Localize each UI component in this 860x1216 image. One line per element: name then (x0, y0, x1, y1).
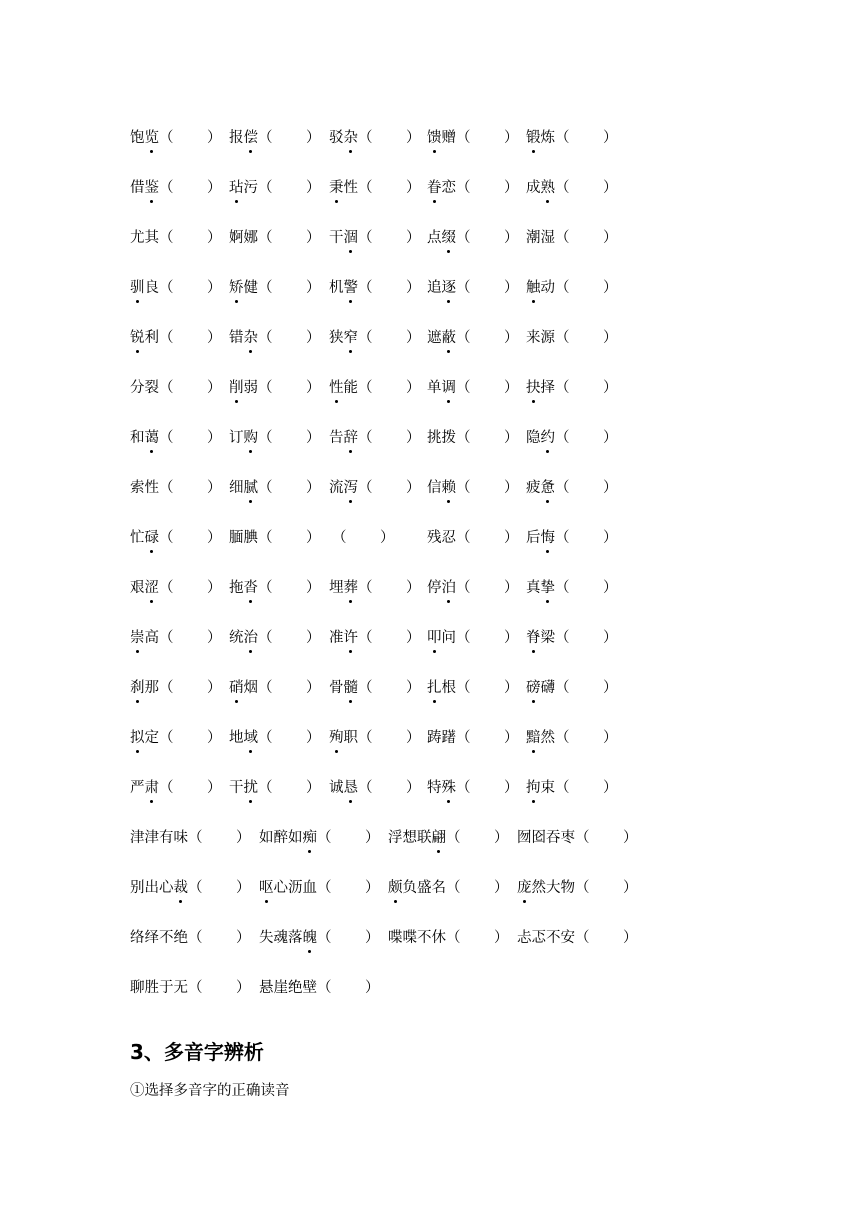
answer-blank[interactable]: （ ） (159, 180, 223, 196)
term-word: 眷恋 (427, 180, 456, 196)
term-item (329, 179, 422, 197)
term-item (329, 779, 422, 797)
term-word: 遮蔽 (427, 330, 456, 346)
term-word: 特殊 (427, 780, 456, 796)
term-item (329, 279, 422, 297)
term-word: 玷污 (229, 180, 258, 196)
answer-blank[interactable]: （ ） (555, 380, 619, 396)
term-word: 挑拨 (427, 430, 456, 446)
term-item (526, 479, 619, 497)
term-item (130, 179, 223, 197)
term-item (329, 729, 422, 747)
answer-blank[interactable]: （ ） (159, 730, 223, 746)
answer-blank[interactable]: （ ） (358, 380, 422, 396)
answer-blank[interactable]: （ ） (555, 580, 619, 596)
term-word: 隐约 (526, 430, 555, 446)
answer-blank[interactable]: （ ） (258, 530, 322, 546)
answer-blank[interactable]: （ ） (456, 780, 520, 796)
term-word: 流泻 (329, 480, 358, 496)
term-item (229, 579, 322, 597)
term-word: 腼腆 (229, 530, 258, 546)
term-word: 如醉如痴 (259, 830, 317, 846)
idiom-item (517, 879, 639, 897)
answer-blank[interactable]: （ ） (332, 530, 396, 546)
term-word: 错杂 (229, 330, 258, 346)
term-word: 细腻 (229, 480, 258, 496)
answer-blank[interactable]: （ ） (258, 630, 322, 646)
idiom-item (259, 829, 381, 847)
term-word: 拖沓 (229, 580, 258, 596)
term-word: 呕心沥血 (259, 880, 317, 896)
term-item (427, 429, 520, 447)
term-word: 失魂落魄 (259, 930, 317, 946)
term-word: 秉性 (329, 180, 358, 196)
term-item (427, 679, 520, 697)
idiom-item (259, 979, 381, 997)
answer-blank[interactable]: （ ） (159, 530, 223, 546)
term-word: 借鉴 (130, 180, 159, 196)
term-word: 干涸 (329, 230, 358, 246)
term-item (329, 579, 422, 597)
idiom-item (517, 829, 639, 847)
term-word: 机警 (329, 280, 358, 296)
term-word: 抉择 (526, 380, 555, 396)
term-word: 脊梁 (526, 630, 555, 646)
answer-blank[interactable]: （ ） (555, 480, 619, 496)
answer-blank[interactable]: （ ） (358, 630, 422, 646)
answer-blank[interactable]: （ ） (258, 730, 322, 746)
answer-blank[interactable]: （ ） (446, 880, 510, 896)
term-word: 诚恳 (329, 780, 358, 796)
term-item (526, 529, 619, 547)
answer-blank[interactable]: （ ） (317, 830, 381, 846)
answer-blank[interactable]: （ ） (456, 430, 520, 446)
term-item (427, 779, 520, 797)
term-item (427, 729, 520, 747)
term-item (329, 479, 422, 497)
term-item (526, 729, 619, 747)
term-word: 来源 (526, 330, 555, 346)
term-item (229, 279, 322, 297)
term-item (229, 229, 322, 247)
idiom-item (388, 879, 510, 897)
answer-blank[interactable]: （ ） (555, 530, 619, 546)
term-item (229, 529, 322, 547)
term-item (329, 229, 422, 247)
answer-blank[interactable]: （ ） (555, 330, 619, 346)
term-word: 驯良 (130, 280, 159, 296)
term-word: 扎根 (427, 680, 456, 696)
term-word: 地域 (229, 730, 258, 746)
term-item (526, 229, 619, 247)
term-word: 性能 (329, 380, 358, 396)
term-word: 尤其 (130, 230, 159, 246)
term-word: 潮湿 (526, 230, 555, 246)
answer-blank[interactable]: （ ） (258, 430, 322, 446)
term-word: 硝烟 (229, 680, 258, 696)
answer-blank[interactable]: （ ） (456, 280, 520, 296)
term-word: 信赖 (427, 480, 456, 496)
answer-blank[interactable]: （ ） (358, 680, 422, 696)
term-item (526, 579, 619, 597)
idiom-item (259, 879, 381, 897)
term-word: 成熟 (526, 180, 555, 196)
answer-blank[interactable]: （ ） (258, 280, 322, 296)
answer-blank[interactable]: （ ） (456, 530, 520, 546)
answer-blank[interactable]: （ ） (456, 480, 520, 496)
answer-blank[interactable]: （ ） (555, 230, 619, 246)
term-item (427, 629, 520, 647)
answer-blank[interactable]: （ ） (456, 580, 520, 596)
term-word: 络绎不绝 (130, 930, 188, 946)
term-item (229, 429, 322, 447)
answer-blank[interactable]: （ ） (159, 480, 223, 496)
answer-blank[interactable]: （ ） (258, 180, 322, 196)
term-item (229, 129, 322, 147)
term-item (526, 629, 619, 647)
term-word: 拟定 (130, 730, 159, 746)
term-word: 崇高 (130, 630, 159, 646)
term-item (130, 229, 223, 247)
term-item (329, 429, 422, 447)
idiom-item (130, 879, 252, 897)
answer-blank[interactable]: （ ） (555, 680, 619, 696)
answer-blank[interactable]: （ ） (258, 380, 322, 396)
term-word: 准许 (329, 630, 358, 646)
term-word: 叩问 (427, 630, 456, 646)
term-item (427, 179, 520, 197)
term-item (229, 779, 322, 797)
answer-blank[interactable]: （ ） (159, 130, 223, 146)
term-word: 浮想联翩 (388, 830, 446, 846)
answer-blank[interactable]: （ ） (358, 330, 422, 346)
answer-blank[interactable]: （ ） (159, 680, 223, 696)
answer-blank[interactable]: （ ） (258, 680, 322, 696)
term-item (526, 379, 619, 397)
term-word: 分裂 (130, 380, 159, 396)
term-word: 忐忑不安 (517, 930, 575, 946)
term-item (526, 779, 619, 797)
term-item (427, 129, 520, 147)
term-word: 馈赠 (427, 130, 456, 146)
term-item (229, 679, 322, 697)
answer-blank[interactable]: （ ） (358, 580, 422, 596)
answer-blank[interactable]: （ ） (456, 130, 520, 146)
answer-blank[interactable]: （ ） (159, 780, 223, 796)
answer-blank[interactable]: （ ） (358, 430, 422, 446)
answer-blank[interactable]: （ ） (456, 230, 520, 246)
answer-blank[interactable]: （ ） (258, 580, 322, 596)
term-item (427, 579, 520, 597)
term-word: 埋葬 (329, 580, 358, 596)
term-word: 告辞 (329, 430, 358, 446)
section-subtitle: ①选择多音字的正确读音 (130, 1083, 290, 1099)
term-word: 殉职 (329, 730, 358, 746)
term-word: 驳杂 (329, 130, 358, 146)
answer-blank[interactable]: （ ） (456, 680, 520, 696)
answer-blank[interactable]: （ ） (446, 930, 510, 946)
term-word: 干扰 (229, 780, 258, 796)
term-word: 触动 (526, 280, 555, 296)
term-word: 悬崖绝壁 (259, 980, 317, 996)
term-word: 津津有味 (130, 830, 188, 846)
answer-blank[interactable]: （ ） (317, 980, 381, 996)
answer-blank[interactable]: （ ） (358, 480, 422, 496)
term-item (526, 129, 619, 147)
answer-blank[interactable]: （ ） (258, 230, 322, 246)
term-item (130, 629, 223, 647)
idiom-item (259, 929, 381, 947)
answer-blank[interactable]: （ ） (159, 380, 223, 396)
term-item (526, 329, 619, 347)
idiom-item (388, 929, 510, 947)
term-item (427, 229, 520, 247)
term-word: 忙碌 (130, 530, 159, 546)
answer-blank[interactable]: （ ） (575, 880, 639, 896)
term-word: 停泊 (427, 580, 456, 596)
answer-blank[interactable]: （ ） (188, 880, 252, 896)
term-word: 黯然 (526, 730, 555, 746)
idiom-item (130, 829, 252, 847)
answer-blank[interactable]: （ ） (555, 630, 619, 646)
answer-blank[interactable]: （ ） (317, 880, 381, 896)
term-item (427, 479, 520, 497)
term-word: 踌躇 (427, 730, 456, 746)
term-word: 锐利 (130, 330, 159, 346)
answer-blank[interactable]: （ ） (358, 230, 422, 246)
term-word: 拘束 (526, 780, 555, 796)
answer-blank[interactable]: （ ） (159, 330, 223, 346)
answer-blank[interactable]: （ ） (159, 230, 223, 246)
term-word: 骨髓 (329, 680, 358, 696)
answer-blank[interactable]: （ ） (258, 780, 322, 796)
term-word: 婀娜 (229, 230, 258, 246)
section-title: 3、多音字辨析 (130, 1040, 264, 1064)
answer-blank[interactable]: （ ） (358, 130, 422, 146)
term-item (130, 379, 223, 397)
answer-blank[interactable]: （ ） (456, 630, 520, 646)
answer-blank[interactable]: （ ） (188, 930, 252, 946)
term-word: 疲惫 (526, 480, 555, 496)
term-word: 索性 (130, 480, 159, 496)
term-item (526, 429, 619, 447)
answer-blank[interactable]: （ ） (575, 830, 639, 846)
term-item (427, 529, 520, 547)
term-word: 统治 (229, 630, 258, 646)
term-item (130, 779, 223, 797)
answer-blank[interactable]: （ ） (258, 330, 322, 346)
term-word: 削弱 (229, 380, 258, 396)
term-item (229, 479, 322, 497)
term-item (427, 379, 520, 397)
term-item (427, 329, 520, 347)
term-word: 残忍 (427, 530, 456, 546)
term-word: 订购 (229, 430, 258, 446)
term-item (130, 279, 223, 297)
term-item (130, 479, 223, 497)
term-word: 追逐 (427, 280, 456, 296)
answer-blank[interactable]: （ ） (188, 830, 252, 846)
term-item (526, 179, 619, 197)
answer-blank[interactable]: （ ） (456, 380, 520, 396)
answer-blank[interactable]: （ ） (575, 930, 639, 946)
answer-blank[interactable]: （ ） (317, 930, 381, 946)
answer-blank[interactable]: （ ） (456, 330, 520, 346)
term-word: 喋喋不休 (388, 930, 446, 946)
term-item (130, 529, 223, 547)
term-item (329, 379, 422, 397)
term-word: 锻炼 (526, 130, 555, 146)
term-word: 艰涩 (130, 580, 159, 596)
idiom-item (388, 829, 510, 847)
term-word: 真挚 (526, 580, 555, 596)
answer-blank[interactable]: （ ） (555, 280, 619, 296)
answer-blank[interactable]: （ ） (555, 430, 619, 446)
term-item (229, 629, 322, 647)
term-item (427, 279, 520, 297)
term-word: 别出心裁 (130, 880, 188, 896)
term-item (329, 629, 422, 647)
term-word: 点缀 (427, 230, 456, 246)
term-word: 饱览 (130, 130, 159, 146)
answer-blank[interactable]: （ ） (358, 780, 422, 796)
term-word: 报偿 (229, 130, 258, 146)
term-item (526, 279, 619, 297)
answer-blank[interactable]: （ ） (159, 430, 223, 446)
term-item (329, 329, 422, 347)
answer-blank[interactable]: （ ） (555, 180, 619, 196)
term-item (130, 329, 223, 347)
term-item (332, 529, 396, 547)
answer-blank[interactable]: （ ） (555, 130, 619, 146)
term-item (130, 579, 223, 597)
idiom-item (130, 929, 252, 947)
answer-blank[interactable]: （ ） (358, 730, 422, 746)
term-word: 单调 (427, 380, 456, 396)
term-item (130, 129, 223, 147)
term-word: 矫健 (229, 280, 258, 296)
term-word: 囫囵吞枣 (517, 830, 575, 846)
answer-blank[interactable]: （ ） (159, 630, 223, 646)
term-word: 颇负盛名 (388, 880, 446, 896)
term-item (229, 329, 322, 347)
term-item (229, 179, 322, 197)
term-word: 狭窄 (329, 330, 358, 346)
answer-blank[interactable]: （ ） (446, 830, 510, 846)
idiom-item (517, 929, 639, 947)
term-word: 后悔 (526, 530, 555, 546)
term-item (130, 429, 223, 447)
term-word: 严肃 (130, 780, 159, 796)
answer-blank[interactable]: （ ） (555, 780, 619, 796)
answer-blank[interactable]: （ ） (456, 730, 520, 746)
answer-blank[interactable]: （ ） (258, 480, 322, 496)
term-word: 刹那 (130, 680, 159, 696)
term-item (229, 379, 322, 397)
term-word: 聊胜于无 (130, 980, 188, 996)
answer-blank[interactable]: （ ） (555, 730, 619, 746)
answer-blank[interactable]: （ ） (456, 180, 520, 196)
answer-blank[interactable]: （ ） (159, 280, 223, 296)
term-item (229, 729, 322, 747)
answer-blank[interactable]: （ ） (258, 130, 322, 146)
term-item (329, 129, 422, 147)
term-word: 和蔼 (130, 430, 159, 446)
term-item (329, 679, 422, 697)
answer-blank[interactable]: （ ） (358, 180, 422, 196)
answer-blank[interactable]: （ ） (358, 280, 422, 296)
term-item (130, 729, 223, 747)
term-item (526, 679, 619, 697)
answer-blank[interactable]: （ ） (159, 580, 223, 596)
idiom-item (130, 979, 252, 997)
term-item (130, 679, 223, 697)
term-word: 庞然大物 (517, 880, 575, 896)
term-word: 磅礴 (526, 680, 555, 696)
answer-blank[interactable]: （ ） (188, 980, 252, 996)
